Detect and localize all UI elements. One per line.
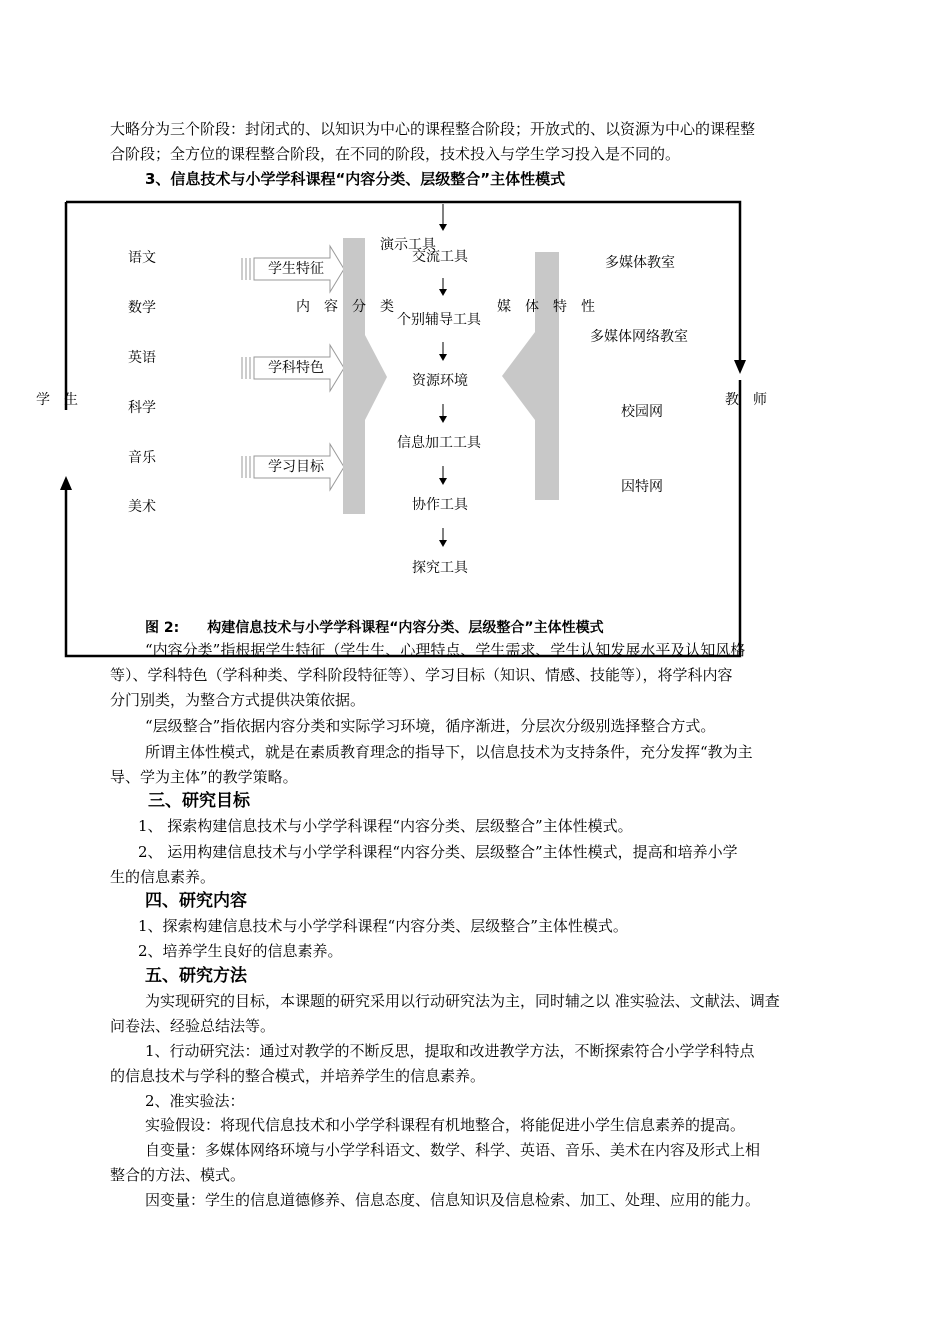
frame-arrow-down xyxy=(734,360,746,374)
feature-student: 学生特征 xyxy=(268,261,324,277)
subject-music: 音乐 xyxy=(128,450,156,466)
goal-item-2-line-2: 生的信息素养。 xyxy=(110,868,216,886)
p1-line-3: 分门别类，为整合方式提供决策依据。 xyxy=(110,691,366,709)
independent-var-line-1: 自变量：多媒体网络环境与小学学科语文、数学、科学、英语、音乐、美术在内容及形式上相 xyxy=(145,1141,761,1159)
methods-intro-line-2: 问卷法、经验总结法等。 xyxy=(110,1017,276,1035)
hypothesis: 实验假设：将现代信息技术和小学学科课程有机地整合，将能促进小学生信息素养的提高。 xyxy=(145,1116,746,1134)
p3-line-2: 导、学为主体”的教学策略。 xyxy=(110,768,298,786)
p1-line-2: 等）、学科特色（学科种类、学科阶段特征等）、学习目标（知识、情感、技能等），将学科内容 xyxy=(110,666,733,684)
p2: “层级整合”指依据内容分类和实际学习环境，循序渐进，分层次分级别选择整合方式。 xyxy=(145,717,716,735)
tool-tutoring: 个别辅导工具 xyxy=(397,312,481,328)
tool-processing: 信息加工工具 xyxy=(397,435,481,451)
content-bar-arrow xyxy=(365,335,387,420)
method-2: 2、准实验法： xyxy=(145,1092,245,1110)
frame-bottom-left xyxy=(66,380,740,656)
section-content-title: 四、研究内容 xyxy=(145,891,247,911)
media-bar-arrow xyxy=(502,332,535,420)
tool-communication: 交流工具 xyxy=(412,249,468,265)
section-3-title: 3、信息技术与小学学科课程“内容分类、层级整合”主体性模式 xyxy=(145,170,566,188)
section-goals-title: 三、研究目标 xyxy=(148,791,250,811)
dependent-var: 因变量：学生的信息道德修养、信息态度、信息知识及信息检索、加工、处理、应用的能力。 xyxy=(145,1191,761,1209)
tool-demo: 演示工具 xyxy=(380,237,436,253)
subject-chinese: 语文 xyxy=(128,250,156,266)
content-classification-label: 内 容 分 类 xyxy=(296,299,394,315)
tool-inquiry: 探究工具 xyxy=(412,560,468,576)
teacher-label: 教 师 xyxy=(725,392,767,408)
independent-var-line-2: 整合的方法、模式。 xyxy=(110,1166,246,1184)
intro-line-1: 大略分为三个阶段：封闭式的、以知识为中心的课程整合阶段；开放式的、以资源为中心的课程整 xyxy=(110,120,756,138)
subject-english: 英语 xyxy=(128,350,156,366)
env-campus-net: 校园网 xyxy=(621,404,663,420)
subject-art: 美术 xyxy=(128,499,156,515)
methods-intro-line-1: 为实现研究的目标，本课题的研究采用以行动研究法为主，同时辅之以 准实验法、文献法、调查 xyxy=(145,992,780,1010)
student-label: 学 生 xyxy=(36,392,78,408)
method-1-line-1: 1、行动研究法：通过对教学的不断反思，提取和改进教学方法，不断探索符合小学学科特点 xyxy=(145,1042,755,1060)
p1-line-1: “内容分类”指根据学生特征（学生生、心理特点、学生需求、学生认知发展水平及认知风格 xyxy=(145,641,746,659)
env-multimedia-room: 多媒体教室 xyxy=(605,255,675,271)
feature-subject: 学科特色 xyxy=(268,360,324,376)
content-bar xyxy=(343,238,365,514)
figure-caption: 图 2: 构建信息技术与小学学科课程“内容分类、层级整合”主体性模式 xyxy=(145,620,604,636)
env-internet: 因特网 xyxy=(621,479,663,495)
content-item-1: 1、探索构建信息技术与小学学科课程“内容分类、层级整合”主体性模式。 xyxy=(138,917,628,935)
subject-math: 数学 xyxy=(128,300,156,316)
content-item-2: 2、培养学生良好的信息素养。 xyxy=(138,942,343,960)
intro-line-2: 合阶段；全方位的课程整合阶段，在不同的阶段，技术投入与学生学习投入是不同的。 xyxy=(110,145,681,163)
media-bar xyxy=(535,252,559,500)
media-features-label: 媒 体 特 性 xyxy=(497,299,595,315)
env-network-room: 多媒体网络教室 xyxy=(590,329,688,345)
tool-collaboration: 协作工具 xyxy=(412,497,468,513)
tool-resources: 资源环境 xyxy=(412,373,468,389)
subject-science: 科学 xyxy=(128,400,156,416)
p3-line-1: 所谓主体性模式，就是在素质教育理念的指导下，以信息技术为支持条件，充分发挥“教为主 xyxy=(145,743,753,761)
method-1-line-2: 的信息技术与学科的整合模式，并培养学生的信息素养。 xyxy=(110,1067,486,1085)
feature-goal: 学习目标 xyxy=(268,459,324,475)
frame-arrow-up xyxy=(60,476,72,490)
goal-item-2-line-1: 2、 运用构建信息技术与小学学科课程“内容分类、层级整合”主体性模式，提高和培养小学 xyxy=(138,843,738,861)
section-methods-title: 五、研究方法 xyxy=(145,966,247,986)
goal-item-1: 1、 探索构建信息技术与小学学科课程“内容分类、层级整合”主体性模式。 xyxy=(138,817,633,835)
